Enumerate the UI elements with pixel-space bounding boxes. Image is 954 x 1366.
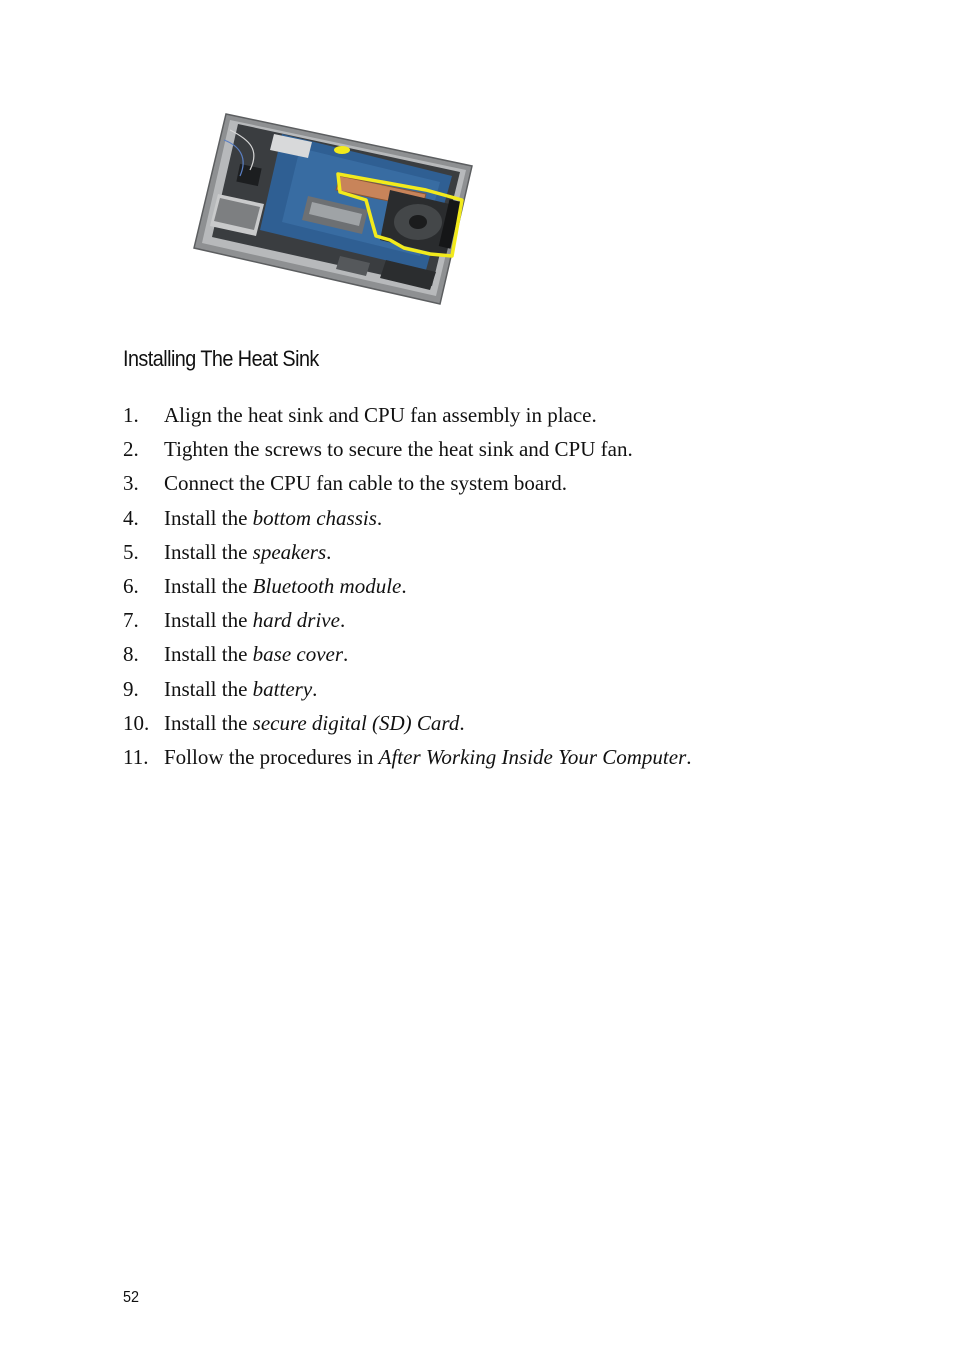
- laptop-heat-sink-photo: [190, 110, 482, 308]
- sd-card-link[interactable]: secure digital (SD) Card: [252, 710, 460, 735]
- step-text: Install the base cover.: [164, 642, 349, 667]
- step-number: 11.: [123, 744, 149, 769]
- step-text: Install the bottom chassis.: [164, 505, 383, 530]
- speakers-link[interactable]: speakers: [252, 539, 327, 564]
- section-title: Installing The Heat Sink: [123, 346, 319, 371]
- step-text: Tighten the screws to secure the heat sink and CPU fan.: [164, 437, 633, 462]
- step-text: Connect the CPU fan cable to the system board.: [164, 471, 567, 496]
- step-number: 9.: [123, 676, 139, 701]
- battery-link[interactable]: battery: [252, 676, 313, 701]
- step-number: 7.: [123, 608, 139, 633]
- step-number: 8.: [123, 642, 139, 667]
- step-number: 2.: [123, 437, 139, 462]
- step-number: 5.: [123, 539, 139, 564]
- step-number: 6.: [123, 573, 139, 598]
- step-text: Align the heat sink and CPU fan assembly in place.: [164, 403, 597, 427]
- step-text: Install the Bluetooth module.: [164, 573, 407, 598]
- step-text: Install the hard drive.: [164, 608, 346, 633]
- hard-drive-link[interactable]: hard drive: [252, 608, 340, 633]
- step-number: 1.: [123, 403, 139, 427]
- step-text: Follow the procedures in After Working Inside Your Computer.: [164, 744, 692, 769]
- step-text: Install the battery.: [164, 676, 318, 701]
- page-number: 52: [123, 1289, 140, 1306]
- base-cover-link[interactable]: base cover: [252, 642, 344, 667]
- step-text: Install the speakers.: [164, 539, 332, 564]
- after-working-inside-link[interactable]: After Working Inside Your Computer: [378, 744, 687, 769]
- bluetooth-module-link[interactable]: Bluetooth module: [252, 573, 402, 598]
- step-text: Install the secure digital (SD) Card.: [164, 710, 465, 735]
- step-number: 4.: [123, 505, 139, 530]
- bottom-chassis-link[interactable]: bottom chassis: [252, 505, 377, 530]
- step-number: 10.: [123, 710, 150, 735]
- step-number: 3.: [123, 471, 139, 496]
